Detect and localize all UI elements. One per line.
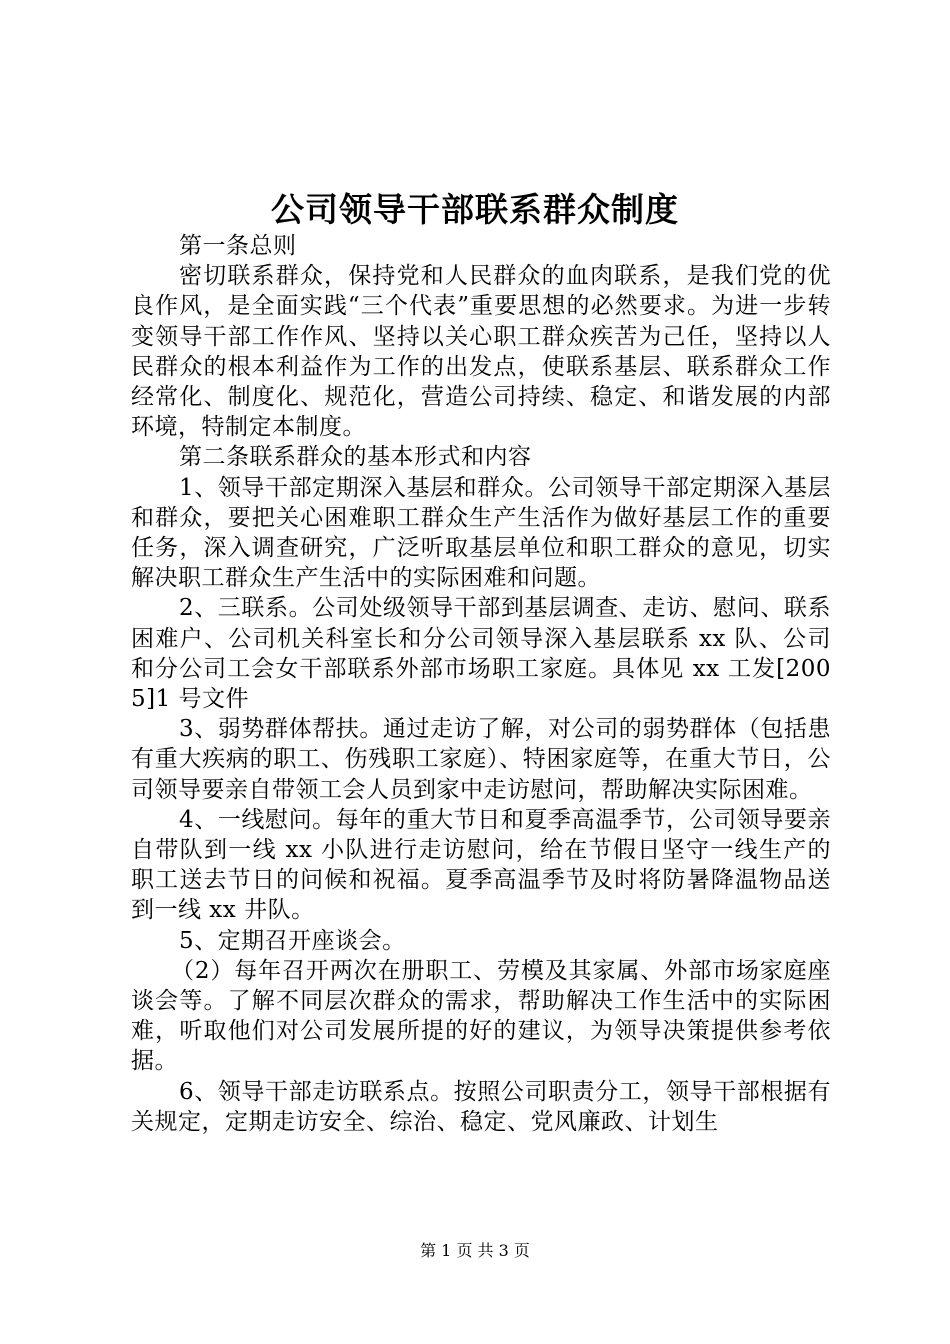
section-heading-general: 第一条总则 <box>179 233 297 259</box>
section-heading-forms: 第二条联系群众的基本形式和内容 <box>179 444 532 471</box>
paragraph-item-1: 1、领导干部定期深入基层和群众。公司领导干部定期深入基层和群众，要把关心困难职工群众生产生活作为做好基层工作的重要任务，深入调查研究，广泛听取基层单位和职工群众的意见，切实解决职工群众生产生活中的实际困难和问题。 <box>131 474 831 592</box>
page-number-footer: 第 1 页 共 3 页 <box>420 1241 530 1260</box>
paragraph-purpose: 密切联系群众，保持党和人民群众的血肉联系，是我们党的优良作风，是全面实践“三个代表”重要思想的必然要求。为进一步转变领导干部工作作风、坚持以关心职工群众疾苦为己任，坚持以人民群众的根本利益作为工作的出发点，使联系基层、联系群众工作经常化、制度化、规范化，营造公司持续、稳定、和谐发展的内部环境，特制定本制度。 <box>131 263 831 441</box>
document-body <box>131 231 831 1137</box>
paragraph-item-3: 3、弱势群体帮扶。通过走访了解，对公司的弱势群体（包括患有重大疾病的职工、伤残职工家庭）、特困家庭等，在重大节日，公司领导要亲自带领工会人员到家中走访慰问，帮助解决实际困难。 <box>131 716 831 803</box>
paragraph-item-5-sub-2: （2）每年召开两次在册职工、劳模及其家属、外部市场家庭座谈会等。了解不同层次群众的需求，帮助解决工作生活中的实际困难，听取他们对公司发展所提的好的建议，为领导决策提供参考依据。 <box>131 957 831 1075</box>
paragraph-item-6: 6、领导干部走访联系点。按照公司职责分工，领导干部根据有关规定，定期走访安全、综治、稳定、党风廉政、计划生 <box>131 1078 831 1135</box>
document-title: 公司领导干部联系群众制度 <box>271 190 679 229</box>
paragraph-item-4: 4、一线慰问。每年的重大节日和夏季高温季节，公司领导要亲自带队到一线 xx 小队进行走访慰问，给在节假日坚守一线生产的职工送去节日的问候和祝福。夏季高温季节及时将防暑降温物品送到一线 xx 井队。 <box>131 806 831 924</box>
paragraph-item-2: 2、三联系。公司处级领导干部到基层调查、走访、慰问、联系困难户、公司机关科室长和分公司领导深入基层联系 xx 队、公司和分公司工会女干部联系外部市场职工家庭。具体见 xx 工发[2005]1 号文件 <box>131 595 831 713</box>
paragraph-item-5: 5、定期召开座谈会。 <box>179 927 406 954</box>
